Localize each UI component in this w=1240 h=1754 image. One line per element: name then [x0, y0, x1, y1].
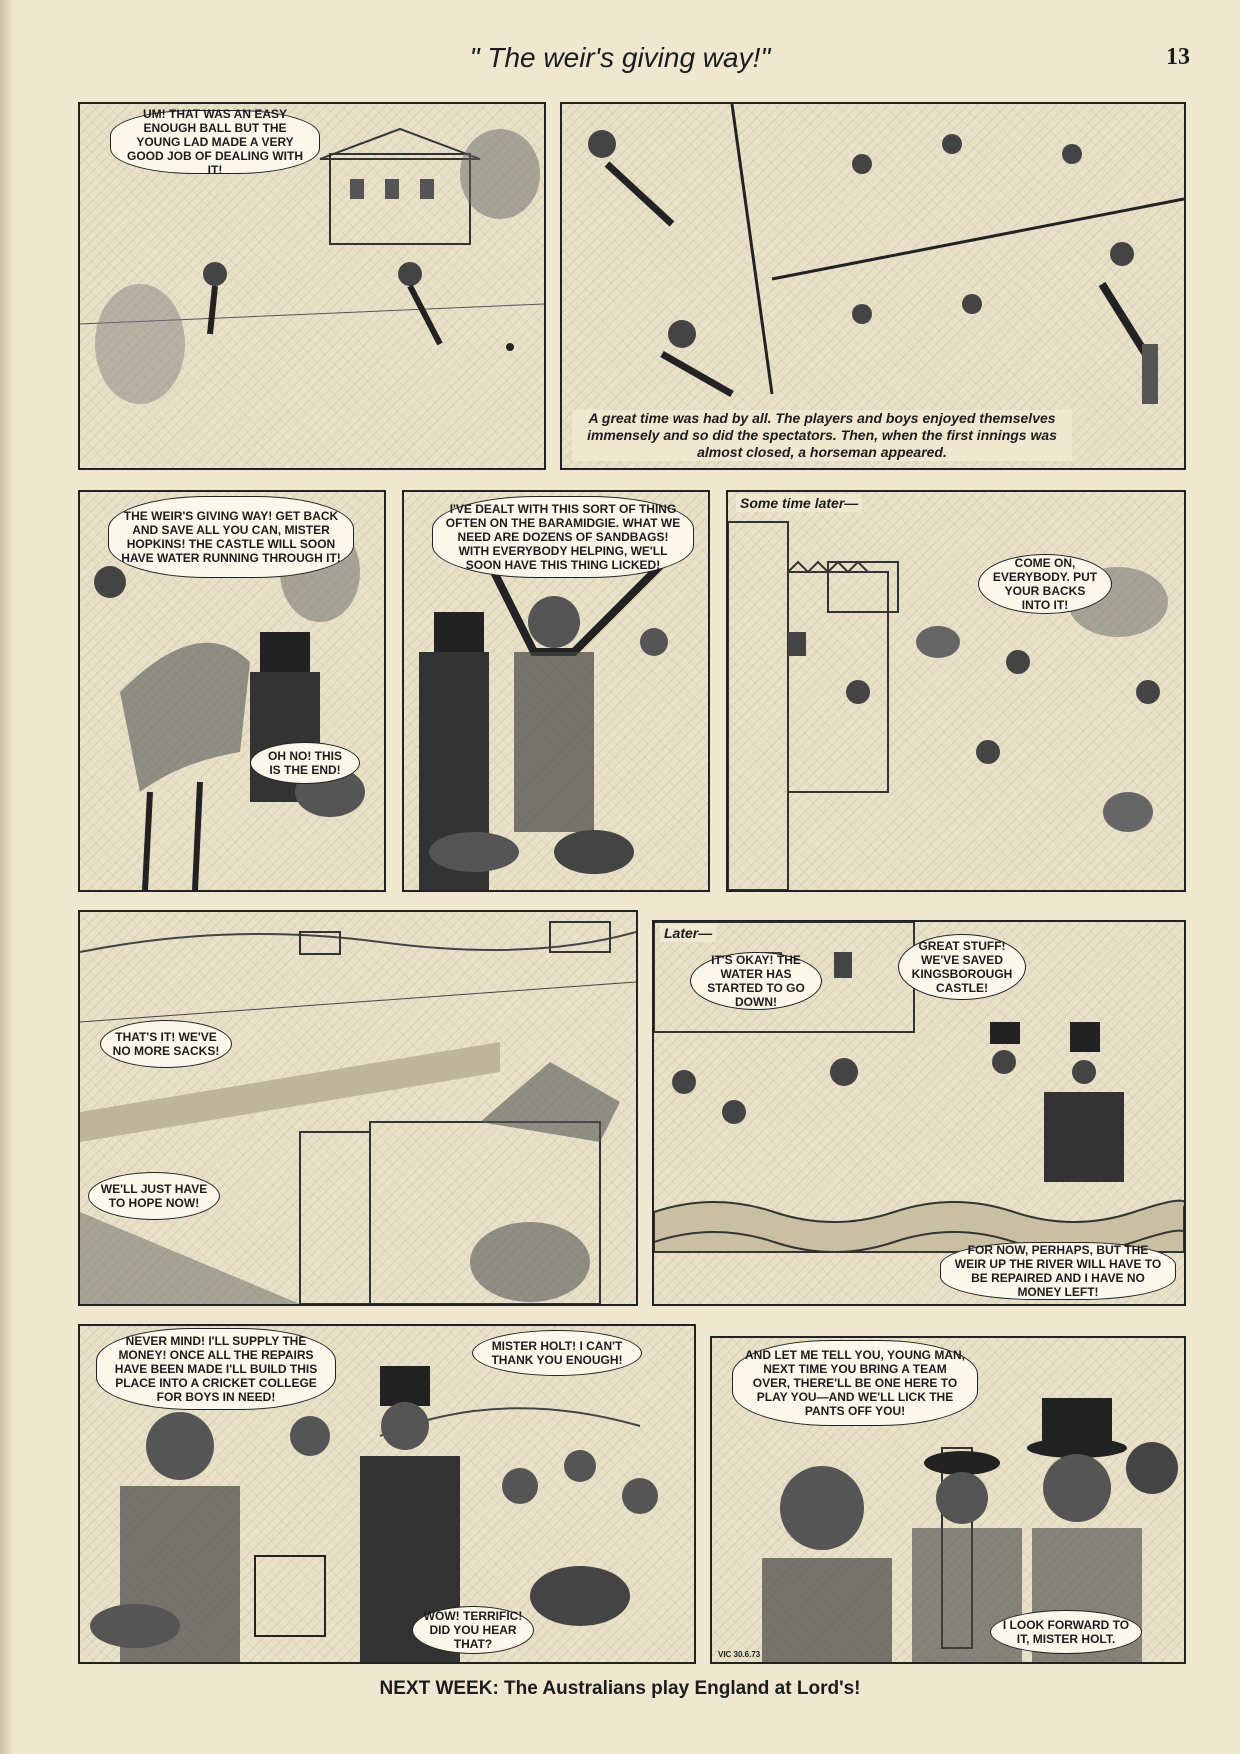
speech-bubble: THAT'S IT! WE'VE NO MORE SACKS! — [100, 1020, 232, 1068]
panel-2-cricket-montage — [560, 102, 1186, 470]
panel-1-cricket-match — [78, 102, 546, 470]
panel-7-castle-saved — [652, 920, 1186, 1306]
panel-8-mister-holt — [78, 1324, 696, 1664]
page-title: " The weir's giving way!" — [469, 42, 771, 73]
time-caption: Some time later— — [736, 494, 862, 512]
speech-bubble: I'VE DEALT WITH THIS SORT OF THING OFTEN ON THE BARAMIDGIE. WHAT WE NEED ARE DOZENS OF SANDBAGS! WITH EVERYBODY HELPING, WE'LL SOON HAVE THIS THING LICKED! — [432, 496, 694, 578]
speech-bubble: NEVER MIND! I'LL SUPPLY THE MONEY! ONCE ALL THE REPAIRS HAVE BEEN MADE I'LL BUILD THIS PLACE INTO A CRICKET COLLEGE FOR BOYS IN NEED! — [96, 1328, 336, 1410]
speech-bubble: GREAT STUFF! WE'VE SAVED KINGSBOROUGH CASTLE! — [898, 934, 1026, 1000]
narration-caption: A great time was had by all. The players and boys enjoyed themselves immensely and so did the spectators. Then, when the first innings was almost closed, a horseman appeared. — [572, 410, 1072, 461]
page-number: 13 — [1166, 44, 1190, 70]
speech-bubble: OH NO! THIS IS THE END! — [250, 742, 360, 784]
speech-bubble: THE WEIR'S GIVING WAY! GET BACK AND SAVE ALL YOU CAN, MISTER HOPKINS! THE CASTLE WILL SOON HAVE WATER RUNNING THROUGH IT! — [108, 496, 354, 578]
panel-4-gentleman — [402, 490, 710, 892]
panel-6-illustration — [80, 912, 636, 1304]
next-week-footer: NEXT WEEK: The Australians play England at Lord's! — [379, 1678, 861, 1699]
speech-bubble: WE'LL JUST HAVE TO HOPE NOW! — [88, 1172, 220, 1220]
speech-bubble: WOW! TERRIFIC! DID YOU HEAR THAT? — [412, 1606, 534, 1654]
artist-credit: VIC 30.6.73 — [718, 1650, 761, 1659]
speech-bubble: UM! THAT WAS AN EASY ENOUGH BALL BUT THE YOUNG LAD MADE A VERY GOOD JOB OF DEALING WITH IT! — [110, 110, 320, 174]
speech-bubble: IT'S OKAY! THE WATER HAS STARTED TO GO DOWN! — [690, 952, 822, 1010]
speech-bubble: MISTER HOLT! I CAN'T THANK YOU ENOUGH! — [472, 1330, 642, 1376]
time-caption: Later— — [660, 924, 716, 942]
panel-9-challenge — [710, 1336, 1186, 1664]
panel-5-sandbags — [726, 490, 1186, 892]
speech-bubble: COME ON, EVERYBODY. PUT YOUR BACKS INTO IT! — [978, 554, 1112, 614]
speech-bubble: AND LET ME TELL YOU, YOUNG MAN, NEXT TIME YOU BRING A TEAM OVER, THERE'LL BE ONE HERE TO PLAY YOU—AND WE'LL LICK THE PANTS OFF YOU! — [732, 1340, 978, 1426]
panel-6-castle-flood — [78, 910, 638, 1306]
page-edge — [0, 0, 14, 1754]
speech-bubble: FOR NOW, PERHAPS, BUT THE WEIR UP THE RIVER WILL HAVE TO BE REPAIRED AND I HAVE NO MONEY LEFT! — [940, 1242, 1176, 1300]
speech-bubble: I LOOK FORWARD TO IT, MISTER HOLT. — [990, 1610, 1142, 1654]
panel-3-horseman — [78, 490, 386, 892]
panel-5-illustration — [728, 492, 1184, 890]
